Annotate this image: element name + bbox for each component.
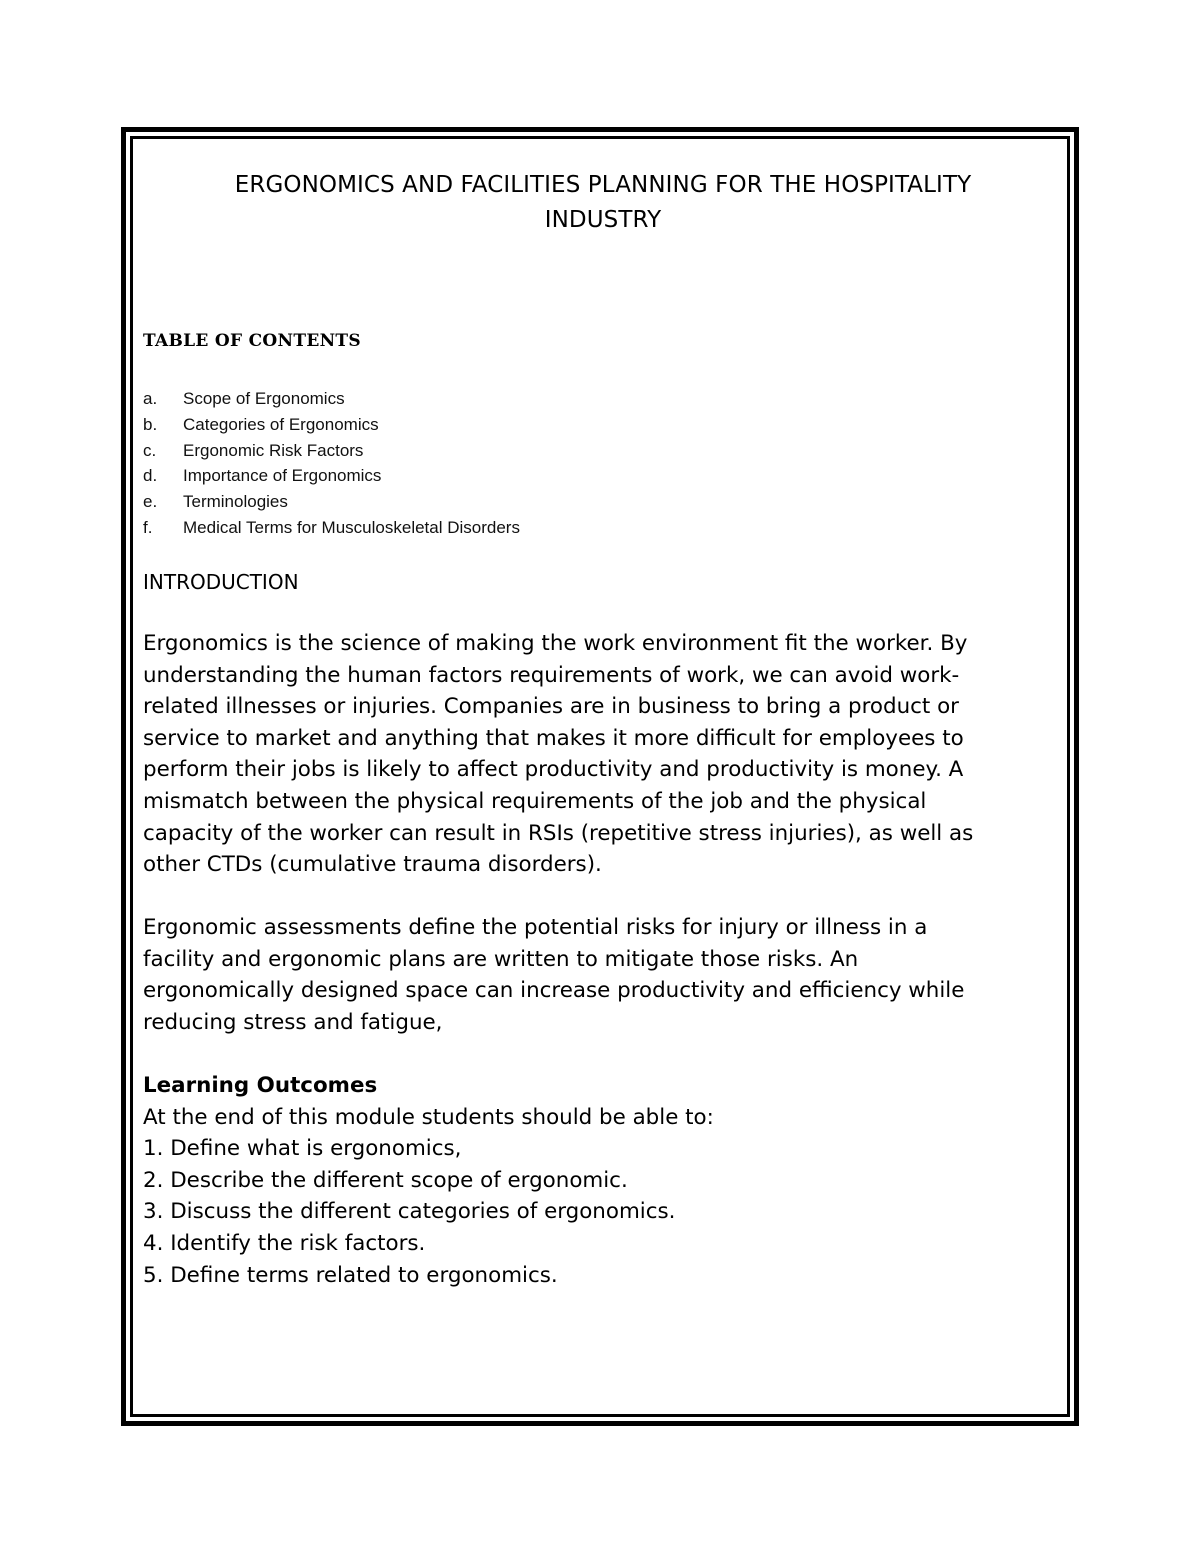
learning-outcomes-list: [143, 1133, 1063, 1291]
learning-outcome-item: 5. Define terms related to ergonomics.: [143, 1262, 558, 1288]
paragraph-line: Ergonomics is the science of making the work environment fit the worker. By: [143, 631, 968, 656]
toc-item-text: Ergonomic Risk Factors: [183, 440, 364, 460]
paragraph-line: service to market and anything that makes it more difficult for employees to: [143, 725, 964, 751]
paragraph-line: other CTDs (cumulative trauma disorders).: [143, 852, 602, 878]
learning-outcome-item: 4. Identify the risk factors.: [143, 1230, 426, 1256]
paragraph-line: understanding the human factors requirements of work, we can avoid work-: [143, 662, 960, 688]
paragraph-line: ergonomically designed space can increase productivity and efficiency while: [143, 978, 965, 1004]
learning-outcomes-intro: At the end of this module students should be able to:: [143, 1104, 714, 1130]
document-title: [143, 168, 1063, 238]
paragraph-line: mismatch between the physical requirements of the job and the physical: [143, 788, 927, 814]
toc-item-text: Medical Terms for Musculoskeletal Disorders: [183, 517, 520, 537]
toc-item-letter: b.: [143, 414, 158, 434]
toc-item: [143, 515, 520, 541]
title-line-2: INDUSTRY: [544, 207, 662, 233]
paragraph-line: capacity of the worker can result in RSIs (repetitive stress injuries), as well as: [143, 820, 974, 846]
toc-item: [143, 463, 520, 489]
introduction-paragraph-1: [143, 628, 1063, 881]
toc-item: [143, 489, 520, 515]
paragraph-line: reducing stress and fatigue,: [143, 1009, 443, 1035]
learning-outcome-item: 3. Discuss the different categories of ergonomics.: [143, 1199, 676, 1225]
toc-item: [143, 412, 520, 438]
toc-item-letter: d.: [143, 466, 158, 486]
toc-item-text: Terminologies: [183, 492, 288, 512]
document-content: [143, 168, 1063, 1288]
introduction-heading: INTRODUCTION: [143, 570, 299, 594]
paragraph-line: facility and ergonomic plans are written to mitigate those risks. An: [143, 946, 859, 972]
toc-item-text: Scope of Ergonomics: [183, 389, 345, 408]
learning-outcome-item: 2. Describe the different scope of ergonomic.: [143, 1167, 628, 1193]
toc-item-letter: e.: [143, 492, 158, 512]
title-line-1: ERGONOMICS AND FACILITIES PLANNING FOR THE HOSPITALITY: [234, 172, 972, 198]
learning-outcome-item: 1. Define what is ergonomics,: [143, 1136, 462, 1162]
toc-item-text: Categories of Ergonomics: [183, 414, 379, 434]
toc-item-text: Importance of Ergonomics: [183, 466, 382, 486]
introduction-paragraph-2: [143, 912, 1063, 1038]
toc-item: [143, 438, 520, 464]
toc-item-letter: f.: [143, 517, 153, 537]
toc-item: [143, 386, 520, 412]
paragraph-line: perform their jobs is likely to affect productivity and productivity is money. A: [143, 757, 964, 783]
toc-heading: TABLE OF CONTENTS: [143, 331, 361, 351]
toc-item-letter: a.: [143, 389, 158, 408]
learning-outcomes-section: [143, 1070, 1063, 1291]
toc-item-letter: c.: [143, 440, 157, 460]
paragraph-line: related illnesses or injuries. Companies are in business to bring a product or: [143, 694, 959, 720]
toc-list: [143, 386, 520, 541]
learning-outcomes-heading: Learning Outcomes: [143, 1073, 378, 1098]
paragraph-line: Ergonomic assessments define the potential risks for injury or illness in a: [143, 915, 928, 940]
